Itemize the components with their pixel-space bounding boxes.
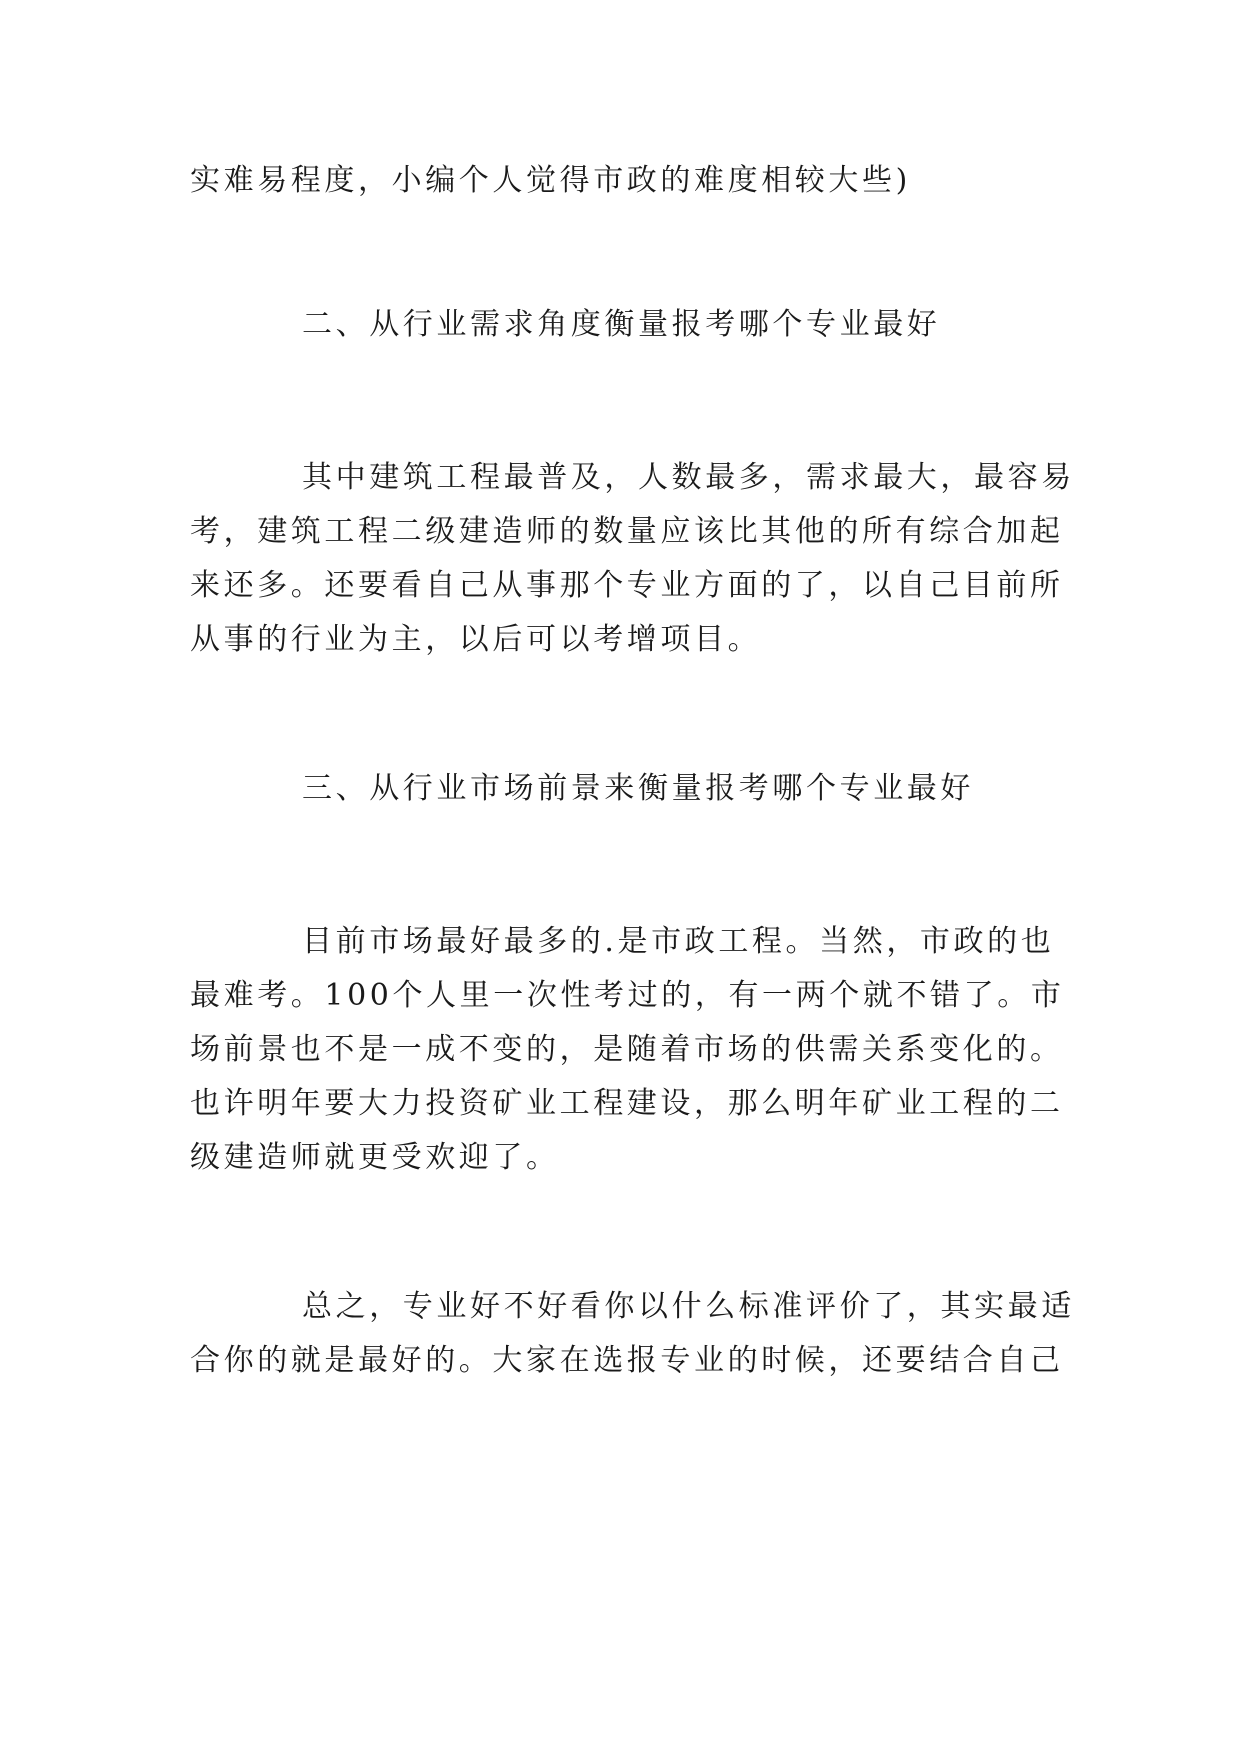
paragraph-line: 总之，专业好不好看你以什么标准评价了，其实最适: [302, 1289, 1075, 1324]
paragraph-line: 从事的行业为主，以后可以考增项目。: [190, 622, 762, 657]
paragraph-line: 来还多。还要看自己从事那个专业方面的了，以自己目前所: [190, 568, 1064, 603]
section-heading: 三、从行业市场前景来衡量报考哪个专业最好: [302, 771, 974, 806]
paragraph-line: 合你的就是最好的。大家在选报专业的时候，还要结合自己: [190, 1343, 1064, 1378]
paragraph-line: 其中建筑工程最普及，人数最多，需求最大，最容易: [302, 460, 1075, 495]
paragraph-line: 级建造师就更受欢迎了。: [190, 1140, 560, 1175]
paragraph-line: 也许明年要大力投资矿业工程建设，那么明年矿业工程的二: [190, 1086, 1064, 1121]
paragraph-line: 考，建筑工程二级建造师的数量应该比其他的所有综合加起: [190, 514, 1064, 549]
paragraph-line: 目前市场最好最多的.是市政工程。当然，市政的也: [302, 924, 1055, 959]
paragraph-line: 场前景也不是一成不变的，是随着市场的供需关系变化的。: [190, 1032, 1064, 1067]
paragraph-line: 实难易程度，小编个人觉得市政的难度相较大些): [190, 163, 911, 198]
paragraph-line: 最难考。100个人里一次性考过的，有一两个就不错了。市: [190, 978, 1065, 1013]
section-heading: 二、从行业需求角度衡量报考哪个专业最好: [302, 307, 941, 342]
